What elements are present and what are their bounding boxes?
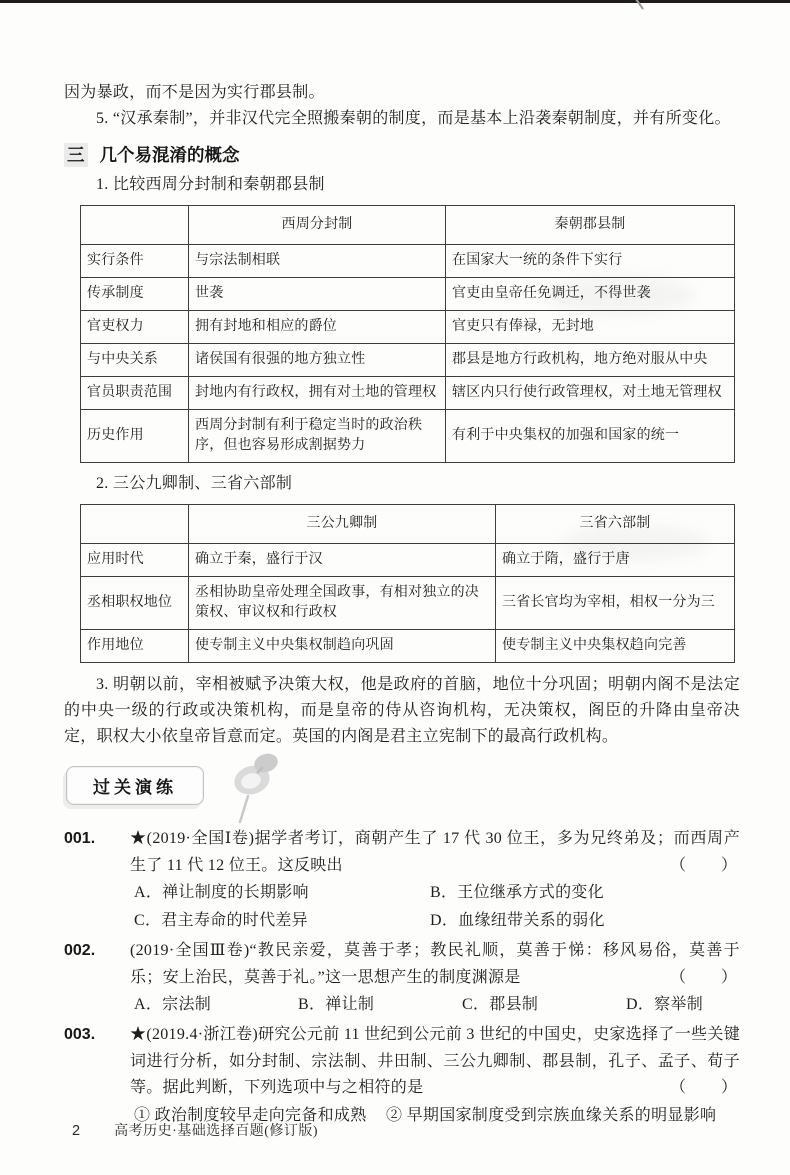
page-content bbox=[64, 80, 740, 1130]
answer-bracket: （ ） bbox=[669, 1079, 738, 1096]
question-body bbox=[130, 938, 740, 1019]
subheading-2: 2. 三公九卿制、三省六部制 bbox=[96, 475, 293, 492]
question-number: 001. bbox=[64, 830, 96, 847]
question-number: 003. bbox=[64, 1026, 96, 1043]
table-cell: 在国家大一统的条件下实行 bbox=[446, 245, 735, 278]
note-item-5: 5. “汉承秦制”，并非汉代完全照搬秦朝的制度，而是基本上沿袭秦朝制度，并有所变化。 bbox=[96, 110, 731, 127]
question-body bbox=[130, 826, 740, 935]
row-label: 作用地位 bbox=[81, 630, 189, 663]
option-item: B．禅让制 bbox=[298, 996, 375, 1013]
subheading-1: 1. 比较西周分封制和秦朝郡县制 bbox=[96, 176, 325, 193]
comparison-table-fengjian-junxian bbox=[80, 205, 735, 463]
table-cell: 西周分封制有利于稳定当时的政治秩序，但也容易形成割据势力 bbox=[189, 410, 446, 463]
table-cell: 与宗法制相联 bbox=[189, 245, 446, 278]
book-title: 高考历史·基础选择百题(修订版) bbox=[114, 1124, 319, 1139]
row-label: 官员职责范围 bbox=[81, 377, 189, 410]
table-cell: 世袭 bbox=[189, 278, 446, 311]
page-number: 2 bbox=[72, 1123, 81, 1139]
table-column-header: 三省六部制 bbox=[496, 505, 735, 544]
table-row bbox=[81, 410, 735, 463]
table-cell: 辖区内只行使行政管理权，对土地无管理权 bbox=[446, 377, 735, 410]
option-list bbox=[130, 991, 740, 1019]
table-cell: 确立于秦，盛行于汉 bbox=[189, 544, 496, 577]
table-cell: 拥有封地和相应的爵位 bbox=[189, 311, 446, 344]
option-item: D．血缘纽带关系的弱化 bbox=[430, 912, 605, 929]
table-row bbox=[81, 245, 735, 278]
table-cell: 官吏由皇帝任免调迁，不得世袭 bbox=[446, 278, 735, 311]
row-label: 历史作用 bbox=[81, 410, 189, 463]
row-label: 实行条件 bbox=[81, 245, 189, 278]
table-cell: 三省长官均为宰相，相权一分为三 bbox=[496, 577, 735, 630]
pushpin-icon bbox=[218, 748, 296, 832]
option-item: ② 早期国家制度受到宗族血缘关系的明显影响 bbox=[386, 1106, 717, 1124]
option-item: A．宗法制 bbox=[134, 996, 212, 1013]
section-heading bbox=[64, 142, 740, 168]
row-label: 官吏权力 bbox=[81, 311, 189, 344]
comparison-table-sangong-sansheng bbox=[80, 504, 735, 663]
table-corner-cell bbox=[81, 505, 189, 544]
stem-text: ★(2019·全国Ⅰ卷)据学者考订，商朝产生了 17 代 30 位王，多为兄终弟及；而西周产生了 11 代 12 位王。这反映出 bbox=[130, 830, 740, 874]
section-marker: 三 bbox=[64, 143, 88, 167]
option-item: ① 政治制度较早走向完备和成熟 bbox=[134, 1106, 367, 1124]
continuation-text: 因为暴政，而不是因为实行郡县制。 bbox=[64, 84, 325, 101]
answer-bracket: （ ） bbox=[669, 856, 738, 874]
table-column-header: 西周分封制 bbox=[189, 206, 446, 245]
table-row bbox=[81, 577, 735, 630]
question-stem bbox=[130, 1022, 740, 1102]
table-row bbox=[81, 344, 735, 377]
table-row bbox=[81, 630, 735, 663]
table-row bbox=[81, 311, 735, 344]
table-cell: 确立于隋，盛行于唐 bbox=[496, 544, 735, 577]
table-cell: 丞相协助皇帝处理全国政事，有相对独立的决策权、审议权和行政权 bbox=[189, 577, 496, 630]
option-item: C．君主寿命的时代差异 bbox=[134, 912, 308, 929]
question-stem bbox=[130, 826, 740, 879]
table-column-header: 秦朝郡县制 bbox=[446, 206, 735, 245]
stem-text: ★(2019.4·浙江卷)研究公元前 11 世纪到公元前 3 世纪的中国史，史家选择了一些关键词进行分析，如分封制、宗法制、井田制、三公九卿制、郡县制，孔子、孟子、荀子等。据此判断，下列选项中与之相符的是 bbox=[130, 1026, 740, 1096]
option-item: D．察举制 bbox=[626, 996, 704, 1013]
table-row bbox=[81, 278, 735, 311]
page-footer bbox=[72, 1120, 318, 1140]
table-cell: 郡县是地方行政机构，地方绝对服从中央 bbox=[446, 344, 735, 377]
table-corner-cell bbox=[81, 206, 189, 245]
option-list bbox=[130, 879, 740, 935]
table-row bbox=[81, 377, 735, 410]
option-item: B．王位继承方式的变化 bbox=[430, 884, 604, 901]
row-label: 传承制度 bbox=[81, 278, 189, 311]
table-header-row bbox=[81, 505, 735, 544]
row-label: 应用时代 bbox=[81, 544, 189, 577]
question-002 bbox=[64, 938, 740, 1019]
table-cell: 使专制主义中央集权趋向完善 bbox=[496, 630, 735, 663]
stem-text: (2019·全国Ⅲ卷)“教民亲爱，莫善于孝；教民礼顺，莫善于悌：移风易俗，莫善于乐；安上治民，莫善于礼。”这一思想产生的制度渊源是 bbox=[130, 942, 740, 986]
table-cell: 有利于中央集权的加强和国家的统一 bbox=[446, 410, 735, 463]
note-item-3: 3. 明朝以前，宰相被赋予决策大权，他是政府的首脑，地位十分巩固；明朝内阁不是法定的中央一级的行政或决策机构，而是皇帝的侍从咨询机构，无决策权，阁臣的升降由皇帝决定，职权大小依皇帝旨意而定。英国的内阁是君主立宪制下的最高行政机构。 bbox=[64, 676, 740, 745]
table-cell: 使专制主义中央集权制趋向巩固 bbox=[189, 630, 496, 663]
question-body bbox=[130, 1022, 740, 1130]
section-title: 几个易混淆的概念 bbox=[99, 145, 240, 165]
option-item: C．郡县制 bbox=[462, 996, 539, 1013]
question-number: 002. bbox=[64, 942, 96, 959]
question-stem bbox=[130, 938, 740, 991]
table-column-header: 三公九卿制 bbox=[189, 505, 496, 544]
practice-section-header bbox=[66, 766, 740, 810]
row-label: 丞相职权地位 bbox=[81, 577, 189, 630]
table-row bbox=[81, 544, 735, 577]
question-001 bbox=[64, 826, 740, 935]
option-item: A．禅让制度的长期影响 bbox=[134, 884, 309, 901]
table-header-row bbox=[81, 206, 735, 245]
scan-top-edge bbox=[0, 0, 790, 3]
table-cell: 官吏只有俸禄，无封地 bbox=[446, 311, 735, 344]
table-cell: 诸侯国有很强的地方独立性 bbox=[189, 344, 446, 377]
question-003 bbox=[64, 1022, 740, 1130]
row-label: 与中央关系 bbox=[81, 344, 189, 377]
practice-badge: 过关演练 bbox=[66, 766, 204, 805]
table-cell: 封地内有行政权，拥有对土地的管理权 bbox=[189, 377, 446, 410]
answer-bracket: （ ） bbox=[669, 968, 738, 986]
